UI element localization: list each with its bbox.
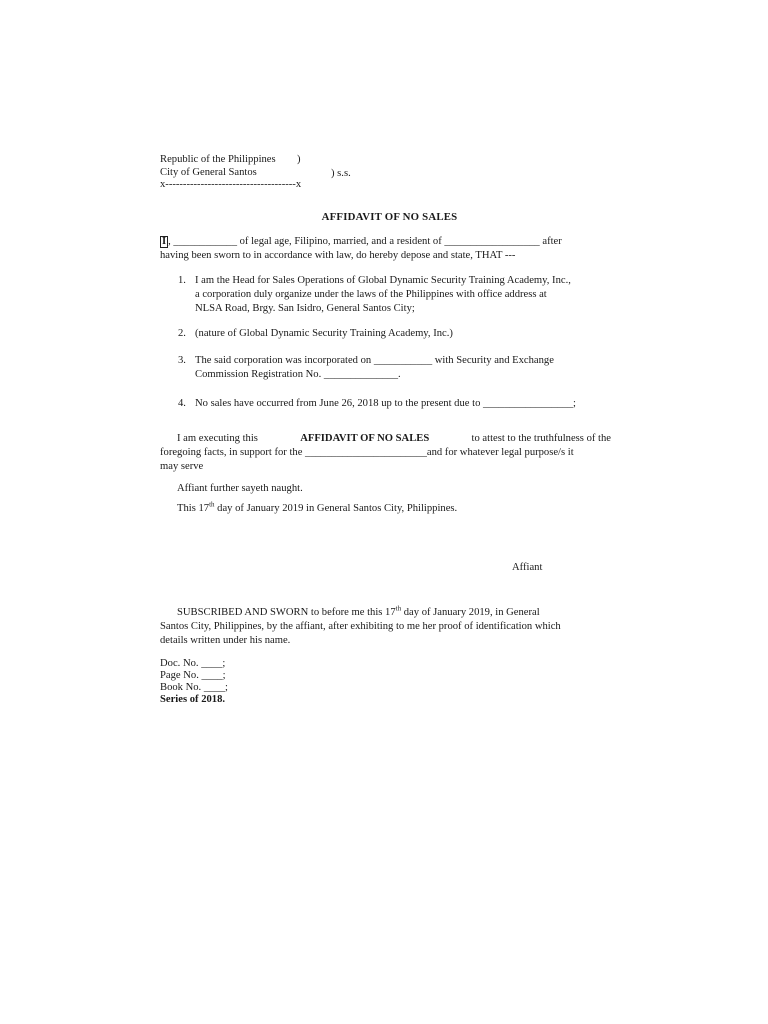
intro-line-1 [160, 235, 562, 248]
item-1-line-1: I am the Head for Sales Operations of Global Dynamic Security Training Academy, Inc., [195, 275, 571, 286]
date-sup: th [209, 500, 215, 509]
item-2-number: 2. [178, 328, 186, 339]
book-no: Book No. ____; [160, 682, 228, 693]
document-title: AFFIDAVIT OF NO SALES [321, 211, 458, 223]
intro-line-1-rest: , ____________ of legal age, Filipino, married, and a resident of __________________ after [168, 236, 562, 247]
item-1-line-2: a corporation duly organize under the laws of the Philippines with office address at [195, 289, 547, 300]
date-line [177, 502, 457, 515]
jurat-line-1 [177, 606, 540, 619]
jurat-line-2: Santos City, Philippines, by the affiant, after exhibiting to me her proof of identification which [160, 621, 561, 632]
page-no: Page No. ____; [160, 670, 226, 681]
item-3-line-1: The said corporation was incorporated on ___________ with Security and Exchange [195, 355, 554, 366]
city-text: City of General Santos [160, 167, 257, 178]
republic-line [160, 153, 276, 166]
item-3-number: 3. [178, 355, 186, 366]
affiant-label: Affiant [512, 562, 543, 573]
jurat-sup: th [395, 604, 402, 613]
executing-line-1 [177, 432, 611, 445]
doc-no: Doc. No. ____; [160, 658, 226, 669]
executing-post: to attest to the truthfulness of the [471, 433, 611, 444]
paren-1: ) [297, 154, 301, 165]
executing-line-2: foregoing facts, in support for the _______________________and for whatever legal purpose/s it [160, 447, 574, 458]
further-line: Affiant further sayeth naught. [177, 483, 303, 494]
header-divider: x-------------------------------------x [160, 179, 302, 190]
ss-text: ) s.s. [331, 168, 351, 179]
republic-text: Republic of the Philippines [160, 154, 276, 165]
executing-bold: AFFIDAVIT OF NO SALES [300, 433, 430, 444]
item-2-line-1: (nature of Global Dynamic Security Training Academy, Inc.) [195, 328, 453, 339]
item-1-line-3: NLSA Road, Brgy. San Isidro, General Santos City; [195, 303, 415, 314]
series-line [160, 693, 225, 706]
series-pre: Series of [160, 694, 202, 705]
jurat-pre: SUBSCRIBED AND SWORN to before me this 17 [177, 607, 396, 618]
intro-line-2: having been sworn to in accordance with law, do hereby depose and state, THAT --- [160, 250, 516, 261]
item-4-line-1: No sales have occurred from June 26, 2018 up to the present due to _________________; [195, 398, 577, 409]
date-pre: This 17 [177, 503, 210, 514]
text-cursor-letter[interactable]: I [162, 236, 167, 247]
executing-pre: I am executing this [177, 433, 258, 444]
item-1-number: 1. [178, 275, 186, 286]
series-year: 2018. [201, 694, 226, 705]
date-post: day of January 2019 in General Santos City, Philippines. [214, 503, 458, 514]
item-3-line-2: Commission Registration No. ______________. [195, 369, 401, 380]
executing-line-3: may serve [160, 461, 204, 472]
jurat-line-3: details written under his name. [160, 635, 291, 646]
item-4-number: 4. [178, 398, 186, 409]
jurat-post: day of January 2019, in General [401, 607, 540, 618]
